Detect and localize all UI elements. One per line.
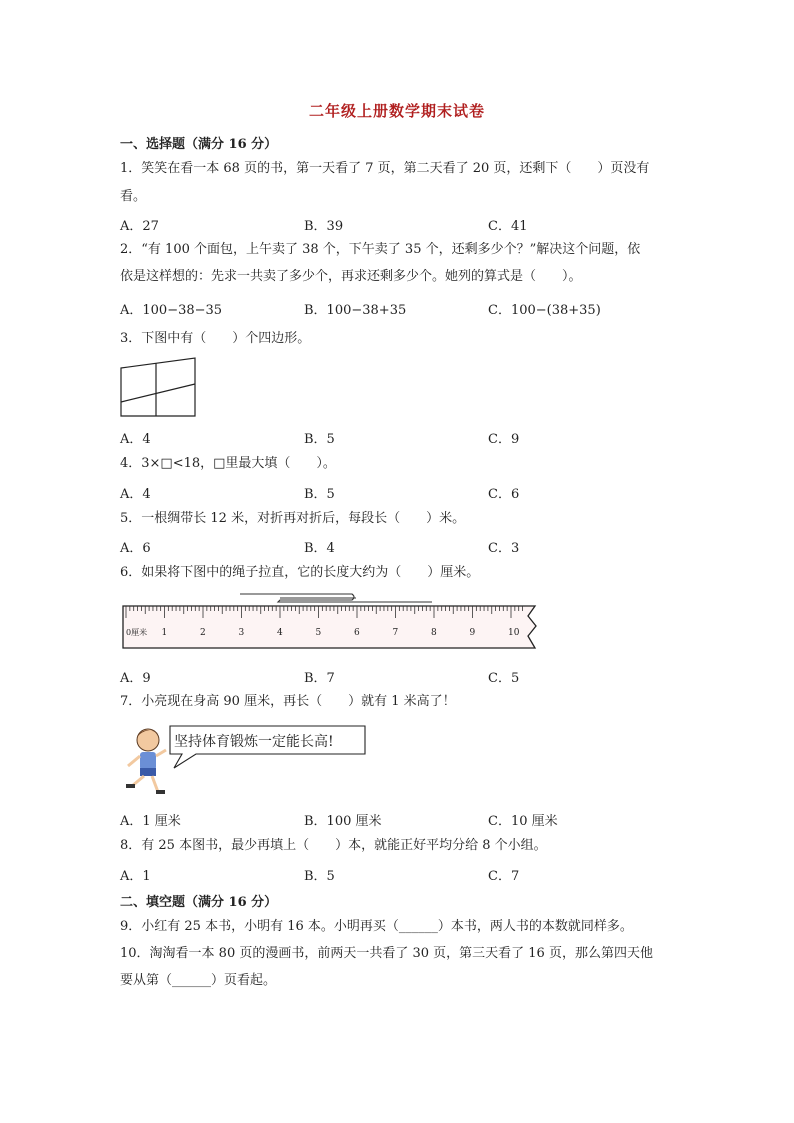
q6-option-c: C．5 <box>488 671 520 686</box>
speech-bubble-text: 坚持体育锻炼一定能长高! <box>174 734 334 750</box>
q5-option-a: A．6 <box>120 541 151 556</box>
q4-option-a: A．4 <box>120 487 151 502</box>
ruler-number: 7 <box>392 628 399 638</box>
question-1-text: 1．笑笑在看一本 68 页的书，第一天看了 7 页，第二天看了 20 页，还剩下（ ）页没有 <box>120 161 650 176</box>
q4-option-c: C．6 <box>488 487 520 502</box>
question-9-text: 9．小红有 25 本书，小明有 16 本。小明再买（______）本书，两人书的本数就同样多。 <box>120 919 633 934</box>
q1-option-b: B．39 <box>304 219 344 234</box>
q3-option-c: C．9 <box>488 432 520 447</box>
ruler-number: 10 <box>508 628 520 638</box>
question-1-text-cont: 看。 <box>120 189 147 204</box>
q8-option-a: A．1 <box>120 869 151 884</box>
ruler-number: 5 <box>315 628 322 638</box>
page-title: 二年级上册数学期末试卷 <box>308 102 485 120</box>
q1-option-a: A．27 <box>120 219 159 234</box>
question-4-text: 4．3×□<18，□里最大填（ ）。 <box>120 456 336 471</box>
q7-option-b: B．100 厘米 <box>304 814 382 829</box>
ruler-number: 8 <box>431 628 437 638</box>
q6-option-a: A．9 <box>120 671 151 686</box>
question-8-text: 8．有 25 本图书，最少再填上（ ）本，就能正好平均分给 8 个小组。 <box>120 838 547 853</box>
q2-option-b: B．100−38+35 <box>304 303 407 318</box>
ruler-number: 9 <box>469 628 476 638</box>
q3-option-b: B．5 <box>304 432 335 447</box>
q6-option-b: B．7 <box>304 671 335 686</box>
ruler-number: 3 <box>238 628 245 638</box>
q1-option-c: C．41 <box>488 219 528 234</box>
question-6-text: 6．如果将下图中的绳子拉直，它的长度大约为（ ）厘米。 <box>120 565 480 580</box>
question-2-text: 2．“有 100 个面包，上午卖了 38 个，下午卖了 35 个，还剩多少个？”解决这个问题，依 <box>120 242 641 257</box>
q8-option-b: B．5 <box>304 869 335 884</box>
q7-option-a: A．1 厘米 <box>120 814 181 829</box>
question-3-text: 3．下图中有（ ）个四边形。 <box>120 331 311 346</box>
quadrilateral-figure <box>119 356 199 418</box>
question-10-text-cont: 要从第（______）页看起。 <box>120 973 277 988</box>
q2-option-c: C．100−(38+35) <box>488 303 601 318</box>
question-5-text: 5．一根绸带长 12 米，对折再对折后，每段长（ ）米。 <box>120 511 466 526</box>
ruler-unit-label: 0厘米 <box>126 628 148 637</box>
q4-option-b: B．5 <box>304 487 335 502</box>
question-7-text: 7．小亮现在身高 90 厘米，再长（ ）就有 1 米高了！ <box>120 694 456 709</box>
q5-option-b: B．4 <box>304 541 335 556</box>
q3-option-a: A．4 <box>120 432 151 447</box>
section-choice-heading: 一、选择题（满分 16 分） <box>120 137 278 152</box>
question-2-text-cont: 依是这样想的：先求一共卖了多少个，再求还剩多少个。她列的算式是（ ）。 <box>120 269 582 284</box>
section-fill-heading: 二、填空题（满分 16 分） <box>120 895 278 910</box>
ruler-figure <box>120 588 540 654</box>
q5-option-c: C．3 <box>488 541 520 556</box>
ruler-number: 4 <box>277 628 283 638</box>
ruler-number: 1 <box>161 628 168 638</box>
q7-option-c: C．10 厘米 <box>488 814 558 829</box>
q8-option-c: C．7 <box>488 869 520 884</box>
ruler-number: 6 <box>354 628 360 638</box>
ruler-number: 2 <box>200 628 206 638</box>
question-10-text: 10．淘淘看一本 80 页的漫画书，前两天一共看了 30 页，第三天看了 16 页，那么第四天他 <box>120 946 653 961</box>
q2-option-a: A．100−38−35 <box>120 303 223 318</box>
